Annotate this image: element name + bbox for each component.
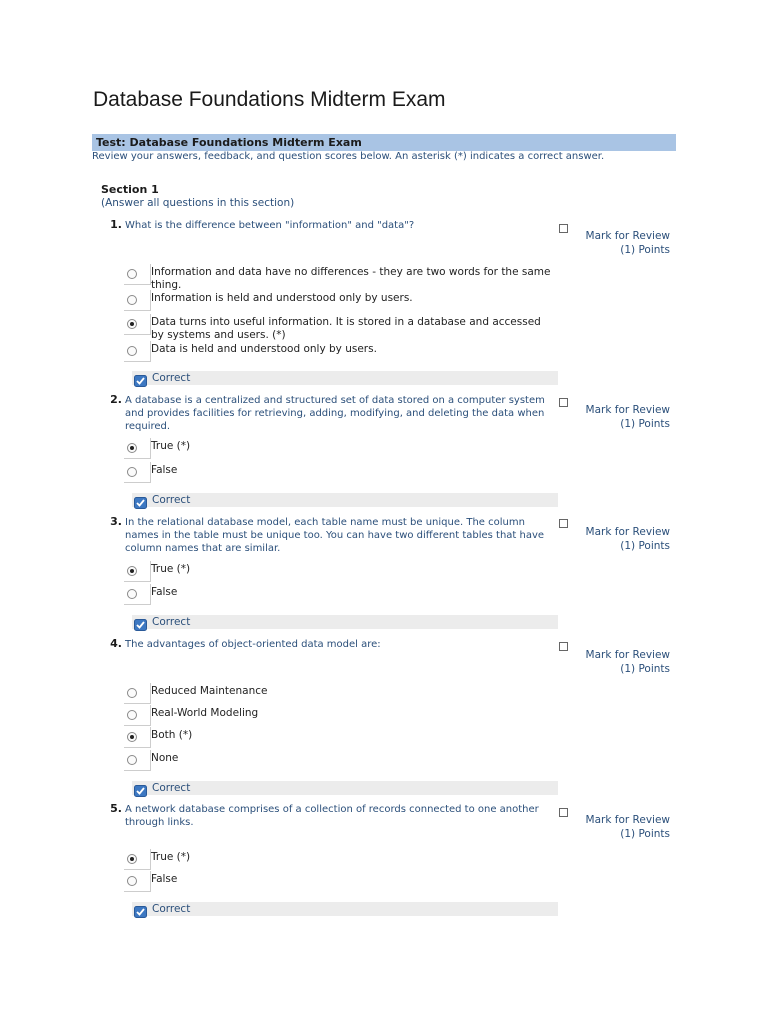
answer-option-text: Information and data have no differences - they are two words for the same thing.	[151, 266, 551, 291]
question-number: 3.	[110, 515, 122, 528]
question-text: What is the difference between "information" and "data"?	[125, 220, 415, 231]
answer-option-text: True (*)	[151, 440, 191, 452]
points-text: (1) Points	[620, 663, 670, 675]
question-text: A network database comprises of a collection of records connected to one another through links.	[125, 804, 539, 828]
points-text: (1) Points	[620, 828, 670, 840]
checkmark-icon	[134, 903, 147, 915]
question-number: 1.	[110, 218, 122, 231]
answer-option-text: Real-World Modeling	[151, 707, 259, 719]
answer-option-text: True (*)	[151, 563, 191, 575]
answer-radio[interactable]	[127, 295, 137, 305]
feedback-bar	[132, 615, 558, 629]
mark-for-review-checkbox[interactable]	[559, 224, 568, 233]
intro-text: Review your answers, feedback, and question scores below. An asterisk (*) indicates a correct answer.	[92, 151, 605, 162]
question-number: 5.	[110, 802, 122, 815]
mark-for-review-checkbox[interactable]	[559, 808, 568, 817]
feedback-correct-label: Correct	[152, 494, 191, 506]
answer-option-text: Data is held and understood only by users.	[151, 343, 377, 355]
answer-option-text: False	[151, 464, 178, 476]
mark-for-review-checkbox[interactable]	[559, 519, 568, 528]
checkmark-icon	[134, 782, 147, 794]
answer-radio[interactable]	[127, 732, 137, 742]
mark-for-review-text: Mark for Review	[585, 649, 670, 661]
answer-option-text: False	[151, 586, 178, 598]
page-title: Database Foundations Midterm Exam	[93, 88, 446, 111]
question-text: The advantages of object-oriented data model are:	[125, 639, 381, 650]
mark-for-review-checkbox[interactable]	[559, 642, 568, 651]
checkmark-icon	[134, 616, 147, 628]
answer-radio[interactable]	[127, 876, 137, 886]
answer-radio[interactable]	[127, 319, 137, 329]
section-title: Section 1	[101, 183, 159, 196]
checkmark-icon	[134, 372, 147, 384]
points-text: (1) Points	[620, 540, 670, 552]
answer-radio[interactable]	[127, 443, 137, 453]
question-text: In the relational database model, each table name must be unique. The column names in the table must be unique too. You can have two different tables that have column names that are similar.	[125, 517, 545, 554]
answer-option-text: True (*)	[151, 851, 191, 863]
mark-for-review-checkbox[interactable]	[559, 398, 568, 407]
mark-for-review-label	[574, 229, 670, 257]
feedback-bar	[132, 371, 558, 385]
feedback-correct-label: Correct	[152, 903, 191, 915]
section-note: (Answer all questions in this section)	[101, 197, 295, 209]
mark-for-review-text: Mark for Review	[585, 404, 670, 416]
answer-radio[interactable]	[127, 854, 137, 864]
feedback-correct-label: Correct	[152, 616, 191, 628]
mark-for-review-label	[574, 525, 670, 553]
answer-radio[interactable]	[127, 346, 137, 356]
points-text: (1) Points	[620, 244, 670, 256]
feedback-bar	[132, 781, 558, 795]
feedback-bar	[132, 902, 558, 916]
answer-option-text: Reduced Maintenance	[151, 685, 268, 697]
answer-option-text: False	[151, 873, 178, 885]
mark-for-review-text: Mark for Review	[585, 526, 670, 538]
answer-option-text: Data turns into useful information. It is stored in a database and accessed by systems and users. (*)	[151, 316, 541, 341]
feedback-correct-label: Correct	[152, 372, 191, 384]
points-text: (1) Points	[620, 418, 670, 430]
answer-option-text: None	[151, 752, 179, 764]
answer-option-text: Both (*)	[151, 729, 193, 741]
mark-for-review-label	[574, 403, 670, 431]
question-text: A database is a centralized and structured set of data stored on a computer system and provides facilities for retrieving, adding, modifying, and deleting the data when required.	[125, 395, 545, 432]
feedback-correct-label: Correct	[152, 782, 191, 794]
answer-radio[interactable]	[127, 467, 137, 477]
mark-for-review-label	[574, 648, 670, 676]
mark-for-review-text: Mark for Review	[585, 230, 670, 242]
answer-radio[interactable]	[127, 688, 137, 698]
feedback-bar	[132, 493, 558, 507]
question-number: 4.	[110, 637, 122, 650]
mark-for-review-text: Mark for Review	[585, 814, 670, 826]
answer-radio[interactable]	[127, 755, 137, 765]
answer-radio[interactable]	[127, 269, 137, 279]
test-header: Test: Database Foundations Midterm Exam	[92, 134, 676, 151]
answer-radio[interactable]	[127, 710, 137, 720]
answer-option-text: Information is held and understood only by users.	[151, 292, 413, 304]
answer-radio[interactable]	[127, 566, 137, 576]
question-number: 2.	[110, 393, 122, 406]
answer-radio[interactable]	[127, 589, 137, 599]
checkmark-icon	[134, 494, 147, 506]
mark-for-review-label	[574, 813, 670, 841]
